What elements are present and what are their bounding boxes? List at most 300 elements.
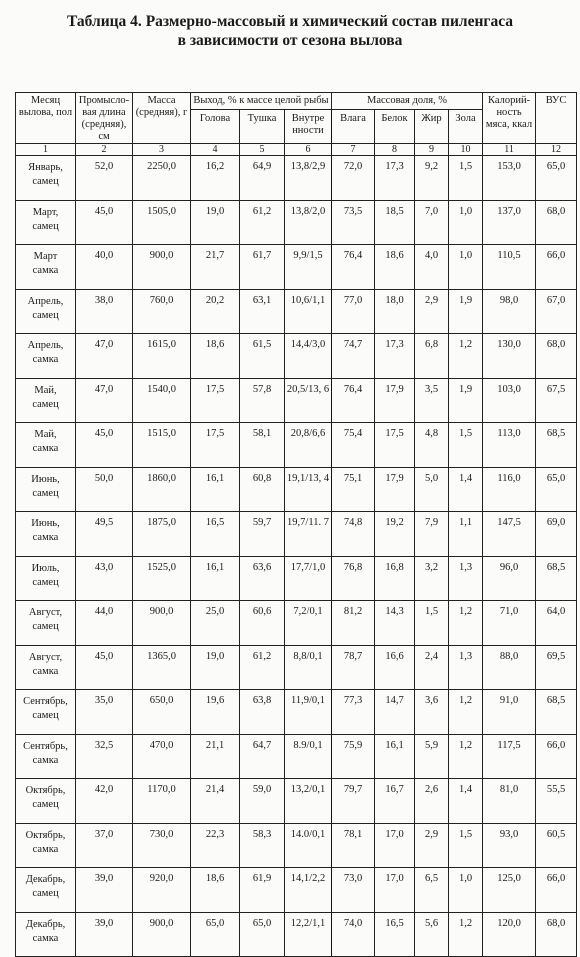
cell-mass: 1875,0 — [133, 512, 191, 557]
table-row — [16, 378, 577, 423]
cell-protein: 17,9 — [375, 467, 415, 512]
table-row — [16, 245, 577, 290]
cell-moisture: 73,0 — [332, 868, 375, 913]
cell-protein: 14,7 — [375, 690, 415, 735]
month-label: Декабрь, — [25, 874, 66, 885]
cell-length: 45,0 — [76, 423, 133, 468]
month-label: Август, — [28, 607, 63, 618]
col-number: 6 — [285, 144, 332, 156]
cell-fat: 2,6 — [415, 779, 449, 824]
cell-ash: 1,5 — [449, 823, 483, 868]
sex-label: самка — [32, 754, 59, 766]
table-row — [16, 912, 577, 957]
cell-head: 18,6 — [191, 334, 240, 379]
month-label: Январь, — [28, 162, 63, 173]
table-title-line2: в зависимости от сезона вылова — [177, 32, 403, 49]
cell-moisture: 78,1 — [332, 823, 375, 868]
cell-moisture: 76,8 — [332, 556, 375, 601]
cell-mass: 730,0 — [133, 823, 191, 868]
month-label: Октябрь, — [25, 785, 66, 796]
col-number: 11 — [483, 144, 536, 156]
cell-calories: 93,0 — [483, 823, 536, 868]
month-label: Май, — [34, 384, 57, 396]
table-row — [16, 467, 577, 512]
cell-vus: 65,0 — [536, 156, 577, 201]
cell-month-sex — [16, 912, 76, 957]
cell-entrails: 10,6/1,1 — [285, 289, 332, 334]
cell-month-sex — [16, 378, 76, 423]
sex-label: самка — [32, 843, 59, 855]
cell-fat: 2,9 — [415, 823, 449, 868]
cell-fat: 3,5 — [415, 378, 449, 423]
cell-vus: 66,0 — [536, 868, 577, 913]
cell-fat: 7,0 — [415, 200, 449, 245]
cell-calories: 103,0 — [483, 378, 536, 423]
data-table — [15, 92, 577, 957]
cell-entrails: 17,7/1,0 — [285, 556, 332, 601]
cell-ash: 1,2 — [449, 912, 483, 957]
cell-entrails: 11,9/0,1 — [285, 690, 332, 735]
cell-protein: 17,3 — [375, 334, 415, 379]
cell-vus: 55,5 — [536, 779, 577, 824]
cell-carcass: 63,6 — [240, 556, 285, 601]
month-label: Апрель, — [27, 295, 64, 307]
cell-vus: 68,0 — [536, 912, 577, 957]
month-label: Июль, — [31, 562, 60, 574]
cell-carcass: 61,2 — [240, 200, 285, 245]
cell-vus: 66,0 — [536, 245, 577, 290]
cell-calories: 130,0 — [483, 334, 536, 379]
cell-moisture: 74,7 — [332, 334, 375, 379]
cell-fat: 5,9 — [415, 734, 449, 779]
sex-label: самка — [32, 665, 59, 677]
cell-length: 44,0 — [76, 601, 133, 646]
cell-length: 49,5 — [76, 512, 133, 557]
cell-carcass: 60,6 — [240, 601, 285, 646]
cell-calories: 96,0 — [483, 556, 536, 601]
cell-head: 20,2 — [191, 289, 240, 334]
sex-label: самец — [32, 710, 59, 721]
cell-protein: 16,5 — [375, 912, 415, 957]
cell-vus: 68,5 — [536, 423, 577, 468]
cell-length: 45,0 — [76, 645, 133, 690]
table-row — [16, 334, 577, 379]
cell-length: 38,0 — [76, 289, 133, 334]
header-length: Промысло-вая длина (средняя), см — [76, 93, 133, 144]
header-yield-group: Выход, % к массе целой рыбы — [191, 93, 332, 110]
cell-ash: 1,2 — [449, 601, 483, 646]
cell-protein: 16,1 — [375, 734, 415, 779]
cell-ash: 1,3 — [449, 556, 483, 601]
column-number-row — [16, 144, 577, 156]
col-number: 8 — [375, 144, 415, 156]
month-label: Март — [33, 251, 58, 262]
cell-fat: 6,8 — [415, 334, 449, 379]
cell-length: 43,0 — [76, 556, 133, 601]
cell-entrails: 19,1/13, 4 — [285, 467, 332, 512]
cell-vus: 67,0 — [536, 289, 577, 334]
header-mass-share-group: Массовая доля, % — [332, 93, 483, 110]
cell-fat: 6,5 — [415, 868, 449, 913]
cell-calories: 147,5 — [483, 512, 536, 557]
cell-carcass: 64,9 — [240, 156, 285, 201]
cell-month-sex — [16, 868, 76, 913]
cell-length: 47,0 — [76, 378, 133, 423]
cell-head: 25,0 — [191, 601, 240, 646]
cell-month-sex — [16, 645, 76, 690]
cell-entrails: 20,8/6,6 — [285, 423, 332, 468]
cell-length: 32,5 — [76, 734, 133, 779]
cell-head: 17,5 — [191, 423, 240, 468]
cell-protein: 16,6 — [375, 645, 415, 690]
sex-label: самец — [32, 799, 59, 810]
cell-carcass: 61,2 — [240, 645, 285, 690]
cell-ash: 1,4 — [449, 779, 483, 824]
cell-entrails: 13,8/2,0 — [285, 200, 332, 245]
cell-fat: 2,4 — [415, 645, 449, 690]
cell-protein: 18,5 — [375, 200, 415, 245]
cell-month-sex — [16, 823, 76, 868]
cell-moisture: 75,9 — [332, 734, 375, 779]
header-calories: Калорий-ность мяса, ккал — [483, 93, 536, 144]
sex-label: самка — [32, 443, 59, 454]
header-month: Месяц вылова, пол — [16, 93, 76, 144]
cell-mass: 900,0 — [133, 912, 191, 957]
cell-month-sex — [16, 779, 76, 824]
cell-length: 39,0 — [76, 868, 133, 913]
cell-month-sex — [16, 245, 76, 290]
cell-carcass: 64,7 — [240, 734, 285, 779]
col-number: 9 — [415, 144, 449, 156]
table-row — [16, 200, 577, 245]
cell-month-sex — [16, 334, 76, 379]
cell-ash: 1,0 — [449, 200, 483, 245]
table-row — [16, 556, 577, 601]
month-label: Август, — [28, 651, 63, 663]
cell-head: 16,1 — [191, 556, 240, 601]
table-row — [16, 512, 577, 557]
cell-calories: 113,0 — [483, 423, 536, 468]
col-number: 3 — [133, 144, 191, 156]
cell-mass: 1525,0 — [133, 556, 191, 601]
cell-head: 22,3 — [191, 823, 240, 868]
cell-protein: 17,0 — [375, 868, 415, 913]
cell-protein: 17,5 — [375, 423, 415, 468]
cell-length: 40,0 — [76, 245, 133, 290]
header-entrails: Внутре нности — [285, 110, 332, 144]
cell-vus: 68,0 — [536, 334, 577, 379]
cell-length: 52,0 — [76, 156, 133, 201]
sex-label: самец — [32, 487, 59, 499]
cell-calories: 88,0 — [483, 645, 536, 690]
cell-ash: 1,5 — [449, 423, 483, 468]
cell-entrails: 14,1/2,2 — [285, 868, 332, 913]
month-label: Апрель, — [27, 340, 64, 351]
cell-month-sex — [16, 156, 76, 201]
cell-mass: 1170,0 — [133, 779, 191, 824]
cell-vus: 64,0 — [536, 601, 577, 646]
col-number: 1 — [16, 144, 76, 156]
cell-head: 18,6 — [191, 868, 240, 913]
sex-label: самка — [32, 532, 59, 543]
cell-mass: 900,0 — [133, 245, 191, 290]
cell-fat: 2,9 — [415, 289, 449, 334]
header-protein: Белок — [375, 110, 415, 144]
cell-calories: 91,0 — [483, 690, 536, 735]
cell-length: 45,0 — [76, 200, 133, 245]
cell-protein: 14,3 — [375, 601, 415, 646]
header-head: Голова — [191, 110, 240, 144]
cell-vus: 69,0 — [536, 512, 577, 557]
cell-entrails: 7,2/0,1 — [285, 601, 332, 646]
table-row — [16, 156, 577, 201]
cell-month-sex — [16, 289, 76, 334]
cell-entrails: 12,2/1,1 — [285, 912, 332, 957]
table-row — [16, 690, 577, 735]
cell-month-sex — [16, 200, 76, 245]
cell-entrails: 14,4/3,0 — [285, 334, 332, 379]
cell-vus: 67,5 — [536, 378, 577, 423]
col-number: 7 — [332, 144, 375, 156]
col-number: 2 — [76, 144, 133, 156]
sex-label: самка — [32, 932, 59, 944]
month-label: Сентябрь, — [23, 696, 68, 707]
header-ash: Зола — [449, 110, 483, 144]
cell-vus: 69,5 — [536, 645, 577, 690]
cell-entrails: 8,8/0,1 — [285, 645, 332, 690]
cell-vus: 68,5 — [536, 690, 577, 735]
cell-fat: 7,9 — [415, 512, 449, 557]
col-number: 10 — [449, 144, 483, 156]
cell-month-sex — [16, 734, 76, 779]
cell-carcass: 57,8 — [240, 378, 285, 423]
cell-vus: 60,5 — [536, 823, 577, 868]
cell-head: 16,5 — [191, 512, 240, 557]
cell-moisture: 75,4 — [332, 423, 375, 468]
cell-carcass: 59,0 — [240, 779, 285, 824]
month-label: Сентябрь, — [23, 740, 68, 752]
cell-calories: 117,5 — [483, 734, 536, 779]
cell-ash: 1,1 — [449, 512, 483, 557]
sex-label: самец — [32, 176, 59, 187]
table-title-text: Размерно-массовый и химический состав пиленгаса — [145, 13, 514, 30]
table-row — [16, 734, 577, 779]
cell-carcass: 61,5 — [240, 334, 285, 379]
cell-moisture: 77,0 — [332, 289, 375, 334]
cell-entrails: 14.0/0,1 — [285, 823, 332, 868]
cell-protein: 17,0 — [375, 823, 415, 868]
cell-vus: 65,0 — [536, 467, 577, 512]
cell-length: 39,0 — [76, 912, 133, 957]
cell-ash: 1,3 — [449, 645, 483, 690]
table-row — [16, 868, 577, 913]
cell-moisture: 76,4 — [332, 245, 375, 290]
cell-entrails: 13,2/0,1 — [285, 779, 332, 824]
cell-month-sex — [16, 556, 76, 601]
cell-length: 47,0 — [76, 334, 133, 379]
cell-calories: 137,0 — [483, 200, 536, 245]
sex-label: самец — [32, 398, 59, 410]
table-row — [16, 823, 577, 868]
cell-carcass: 63,8 — [240, 690, 285, 735]
col-number: 12 — [536, 144, 577, 156]
sex-label: самка — [32, 354, 59, 365]
col-number: 4 — [191, 144, 240, 156]
cell-carcass: 60,8 — [240, 467, 285, 512]
cell-carcass: 58,1 — [240, 423, 285, 468]
cell-vus: 68,5 — [536, 556, 577, 601]
cell-entrails: 20,5/13, 6 — [285, 378, 332, 423]
cell-moisture: 78,7 — [332, 645, 375, 690]
cell-ash: 1,0 — [449, 868, 483, 913]
cell-head: 21,1 — [191, 734, 240, 779]
month-label: Декабрь, — [25, 918, 66, 930]
cell-fat: 9,2 — [415, 156, 449, 201]
cell-head: 16,2 — [191, 156, 240, 201]
cell-head: 21,7 — [191, 245, 240, 290]
table-title-line1 — [0, 12, 580, 31]
cell-moisture: 74,8 — [332, 512, 375, 557]
cell-length: 35,0 — [76, 690, 133, 735]
cell-protein: 16,8 — [375, 556, 415, 601]
cell-mass: 1540,0 — [133, 378, 191, 423]
cell-month-sex — [16, 690, 76, 735]
cell-month-sex — [16, 423, 76, 468]
cell-vus: 66,0 — [536, 734, 577, 779]
cell-head: 16,1 — [191, 467, 240, 512]
month-label: Октябрь, — [25, 829, 66, 841]
cell-carcass: 61,9 — [240, 868, 285, 913]
cell-fat: 4,8 — [415, 423, 449, 468]
table-row — [16, 601, 577, 646]
header-moisture: Влага — [332, 110, 375, 144]
sex-label: самец — [32, 576, 59, 588]
cell-head: 19,6 — [191, 690, 240, 735]
cell-ash: 1,2 — [449, 334, 483, 379]
cell-calories: 153,0 — [483, 156, 536, 201]
cell-vus: 68,0 — [536, 200, 577, 245]
cell-moisture: 77,3 — [332, 690, 375, 735]
sex-label: самка — [32, 265, 59, 276]
cell-entrails: 13,8/2,9 — [285, 156, 332, 201]
cell-head: 17,5 — [191, 378, 240, 423]
cell-calories: 125,0 — [483, 868, 536, 913]
cell-ash: 1,2 — [449, 690, 483, 735]
cell-head: 65,0 — [191, 912, 240, 957]
cell-entrails: 9,9/1,5 — [285, 245, 332, 290]
cell-ash: 1,5 — [449, 156, 483, 201]
cell-month-sex — [16, 601, 76, 646]
month-label: Март, — [32, 206, 59, 218]
table-number: Таблица 4. — [66, 13, 142, 30]
cell-fat: 3,2 — [415, 556, 449, 601]
cell-head: 19,0 — [191, 645, 240, 690]
cell-protein: 17,9 — [375, 378, 415, 423]
table-row — [16, 645, 577, 690]
cell-carcass: 58,3 — [240, 823, 285, 868]
cell-head: 21,4 — [191, 779, 240, 824]
sex-label: самец — [32, 220, 59, 232]
cell-ash: 1,9 — [449, 289, 483, 334]
cell-mass: 1615,0 — [133, 334, 191, 379]
cell-calories: 98,0 — [483, 289, 536, 334]
cell-protein: 16,7 — [375, 779, 415, 824]
cell-protein: 17,3 — [375, 156, 415, 201]
cell-head: 19,0 — [191, 200, 240, 245]
cell-protein: 18,6 — [375, 245, 415, 290]
header-vus: ВУС — [536, 93, 577, 144]
cell-protein: 19,2 — [375, 512, 415, 557]
cell-mass: 470,0 — [133, 734, 191, 779]
sex-label: самец — [32, 309, 59, 321]
cell-ash: 1,2 — [449, 734, 483, 779]
cell-fat: 5,0 — [415, 467, 449, 512]
cell-moisture: 76,4 — [332, 378, 375, 423]
cell-moisture: 74,0 — [332, 912, 375, 957]
cell-entrails: 8.9/0,1 — [285, 734, 332, 779]
cell-mass: 1505,0 — [133, 200, 191, 245]
cell-ash: 1,9 — [449, 378, 483, 423]
cell-protein: 18,0 — [375, 289, 415, 334]
cell-entrails: 19,7/11. 7 — [285, 512, 332, 557]
cell-fat: 4,0 — [415, 245, 449, 290]
header-row-1 — [16, 93, 577, 110]
cell-carcass: 59,7 — [240, 512, 285, 557]
table-row — [16, 779, 577, 824]
cell-calories: 116,0 — [483, 467, 536, 512]
cell-mass: 760,0 — [133, 289, 191, 334]
cell-fat: 5,6 — [415, 912, 449, 957]
cell-mass: 1515,0 — [133, 423, 191, 468]
cell-ash: 1,0 — [449, 245, 483, 290]
cell-calories: 71,0 — [483, 601, 536, 646]
cell-calories: 120,0 — [483, 912, 536, 957]
cell-moisture: 81,2 — [332, 601, 375, 646]
cell-mass: 1860,0 — [133, 467, 191, 512]
cell-calories: 110,5 — [483, 245, 536, 290]
col-number: 5 — [240, 144, 285, 156]
cell-length: 42,0 — [76, 779, 133, 824]
cell-mass: 900,0 — [133, 601, 191, 646]
table-row — [16, 423, 577, 468]
cell-moisture: 73,5 — [332, 200, 375, 245]
month-label: Июнь, — [31, 473, 60, 485]
table-row — [16, 289, 577, 334]
cell-ash: 1,4 — [449, 467, 483, 512]
cell-carcass: 63,1 — [240, 289, 285, 334]
cell-mass: 650,0 — [133, 690, 191, 735]
header-fat: Жир — [415, 110, 449, 144]
header-mass: Масса (средняя), г — [133, 93, 191, 144]
cell-length: 50,0 — [76, 467, 133, 512]
cell-moisture: 75,1 — [332, 467, 375, 512]
cell-moisture: 72,0 — [332, 156, 375, 201]
sex-label: самец — [32, 888, 59, 899]
cell-mass: 2250,0 — [133, 156, 191, 201]
cell-length: 37,0 — [76, 823, 133, 868]
cell-fat: 1,5 — [415, 601, 449, 646]
cell-carcass: 65,0 — [240, 912, 285, 957]
cell-month-sex — [16, 467, 76, 512]
cell-moisture: 79,7 — [332, 779, 375, 824]
cell-fat: 3,6 — [415, 690, 449, 735]
header-carcass: Тушка — [240, 110, 285, 144]
month-label: Июнь, — [31, 518, 60, 529]
cell-carcass: 61,7 — [240, 245, 285, 290]
cell-month-sex — [16, 512, 76, 557]
sex-label: самец — [32, 621, 59, 632]
month-label: Май, — [34, 429, 57, 440]
